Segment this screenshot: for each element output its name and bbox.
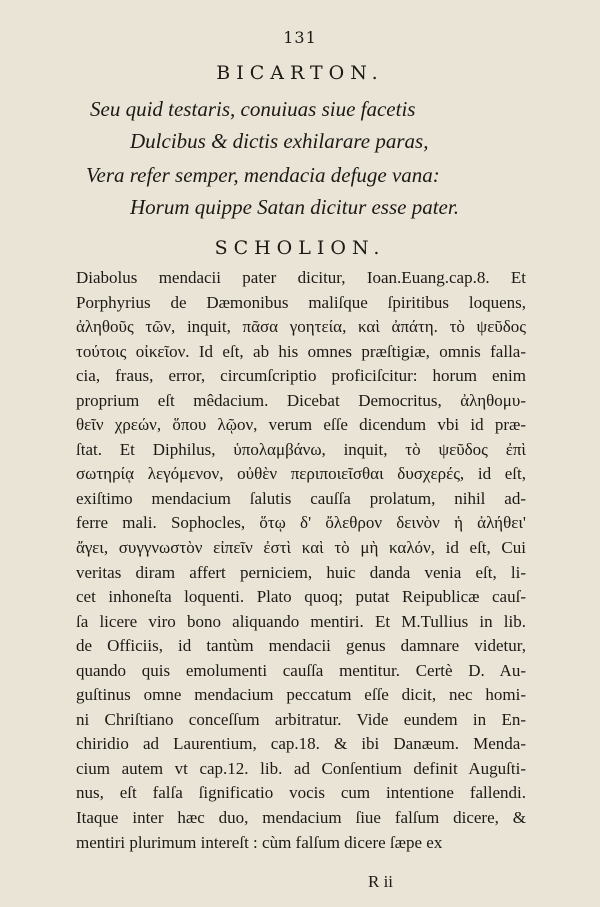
body-line: Porphyrius de Dæmonibus maliſque ſpiritibus loquens, [76,292,526,312]
body-line: veritas diram affert perniciem, huic danda venia eſt, li- [76,562,526,582]
body-line: cium autem vt cap.12. lib. ad Conſentium definit Auguſti- [76,758,526,778]
body-line: chiridio ad Laurentium, cap.18. & ibi Danæum. Menda- [76,734,526,754]
body-line: exiſtimo mendacium ſalutis cauſſa prolatum, nihil ad- [76,488,526,508]
body-line: guſtinus omne mendacium peccatum eſſe dicit, nec homi- [76,685,526,705]
body-line: ſa licere viro bono aliquando mentiri. Et M.Tullius in lib. [76,611,526,631]
body-text [76,266,526,855]
body-line: θεῖν χρεών, ὅπου λῷον, verum eſſe dicendum vbi id præ- [76,415,526,435]
body-line: ſtat. Et Diphilus, ὑπολαμβάνω, inquit, τὸ ψεῦδος ἐπὶ [76,439,526,459]
body-line: ἀληθοῦς τῶν, inquit, πᾶσα γοητεία, καὶ ἀπάτη. τὸ ψεῦδος [76,317,526,337]
body-line: ni Chriſtiano conceſſum arbitratur. Vide eundem in En- [76,709,526,729]
signature-mark: R ii [368,872,394,891]
body-line: nus, eſt falſa ſignificatio vocis cum intentione fallendi. [76,783,526,803]
section-heading: SCHOLION. [214,237,386,259]
verse-line-3: Vera refer semper, mendacia defuge vana: [86,163,440,187]
body-line: Diabolus mendacii pater dicitur, Ioan.Euang.cap.8. Et [76,268,526,287]
page-number: 131 [283,28,317,47]
body-line: ferre mali. Sophocles, ὅτῳ δ' ὄλεθρον δεινὸν ἡ ἀλήθει' [76,513,526,533]
verse-line-2: Dulcibus & dictis exhilarare paras, [130,129,429,153]
body-line: de Officiis, id tantùm mendacii genus damnare videtur, [76,636,526,656]
body-line: Itaque inter hæc duo, mendacium ſiue falſum dicere, & [76,808,526,828]
body-line: ἄγει, συγγνωστὸν εἰπεῖν ἐστὶ καὶ τὸ μὴ καλόν, id eſt, Cui [76,538,526,558]
body-line: mentiri plurimum intereſt : cùm falſum dicere ſæpe ex [76,832,443,852]
body-line: cet inhoneſta loquenti. Plato quoq; putat Reipublicæ cauſ- [76,587,526,607]
body-line: proprium eſt mêdacium. Dicebat Democritus, ἀληθομυ- [76,390,526,410]
page-title: BICARTON. [216,62,384,84]
verse-line-1: Seu quid testaris, conuiuas siue facetis [90,97,416,121]
body-line: quando quis emolumenti cauſſa mentitur. Certè D. Au- [76,660,526,680]
body-line: cia, fraus, error, circumſcriptio proficiſcitur: horum enim [76,366,526,386]
body-line: σωτηρίᾳ λεγόμενον, οὐθὲν περιποιεῖσθαι δυσχερές, id eſt, [76,464,526,484]
body-line: τούτοις οἰκεῖον. Id eſt, ab his omnes præſtigiæ, omnis falla- [76,341,526,361]
verse-line-4: Horum quippe Satan dicitur esse pater. [130,195,459,219]
